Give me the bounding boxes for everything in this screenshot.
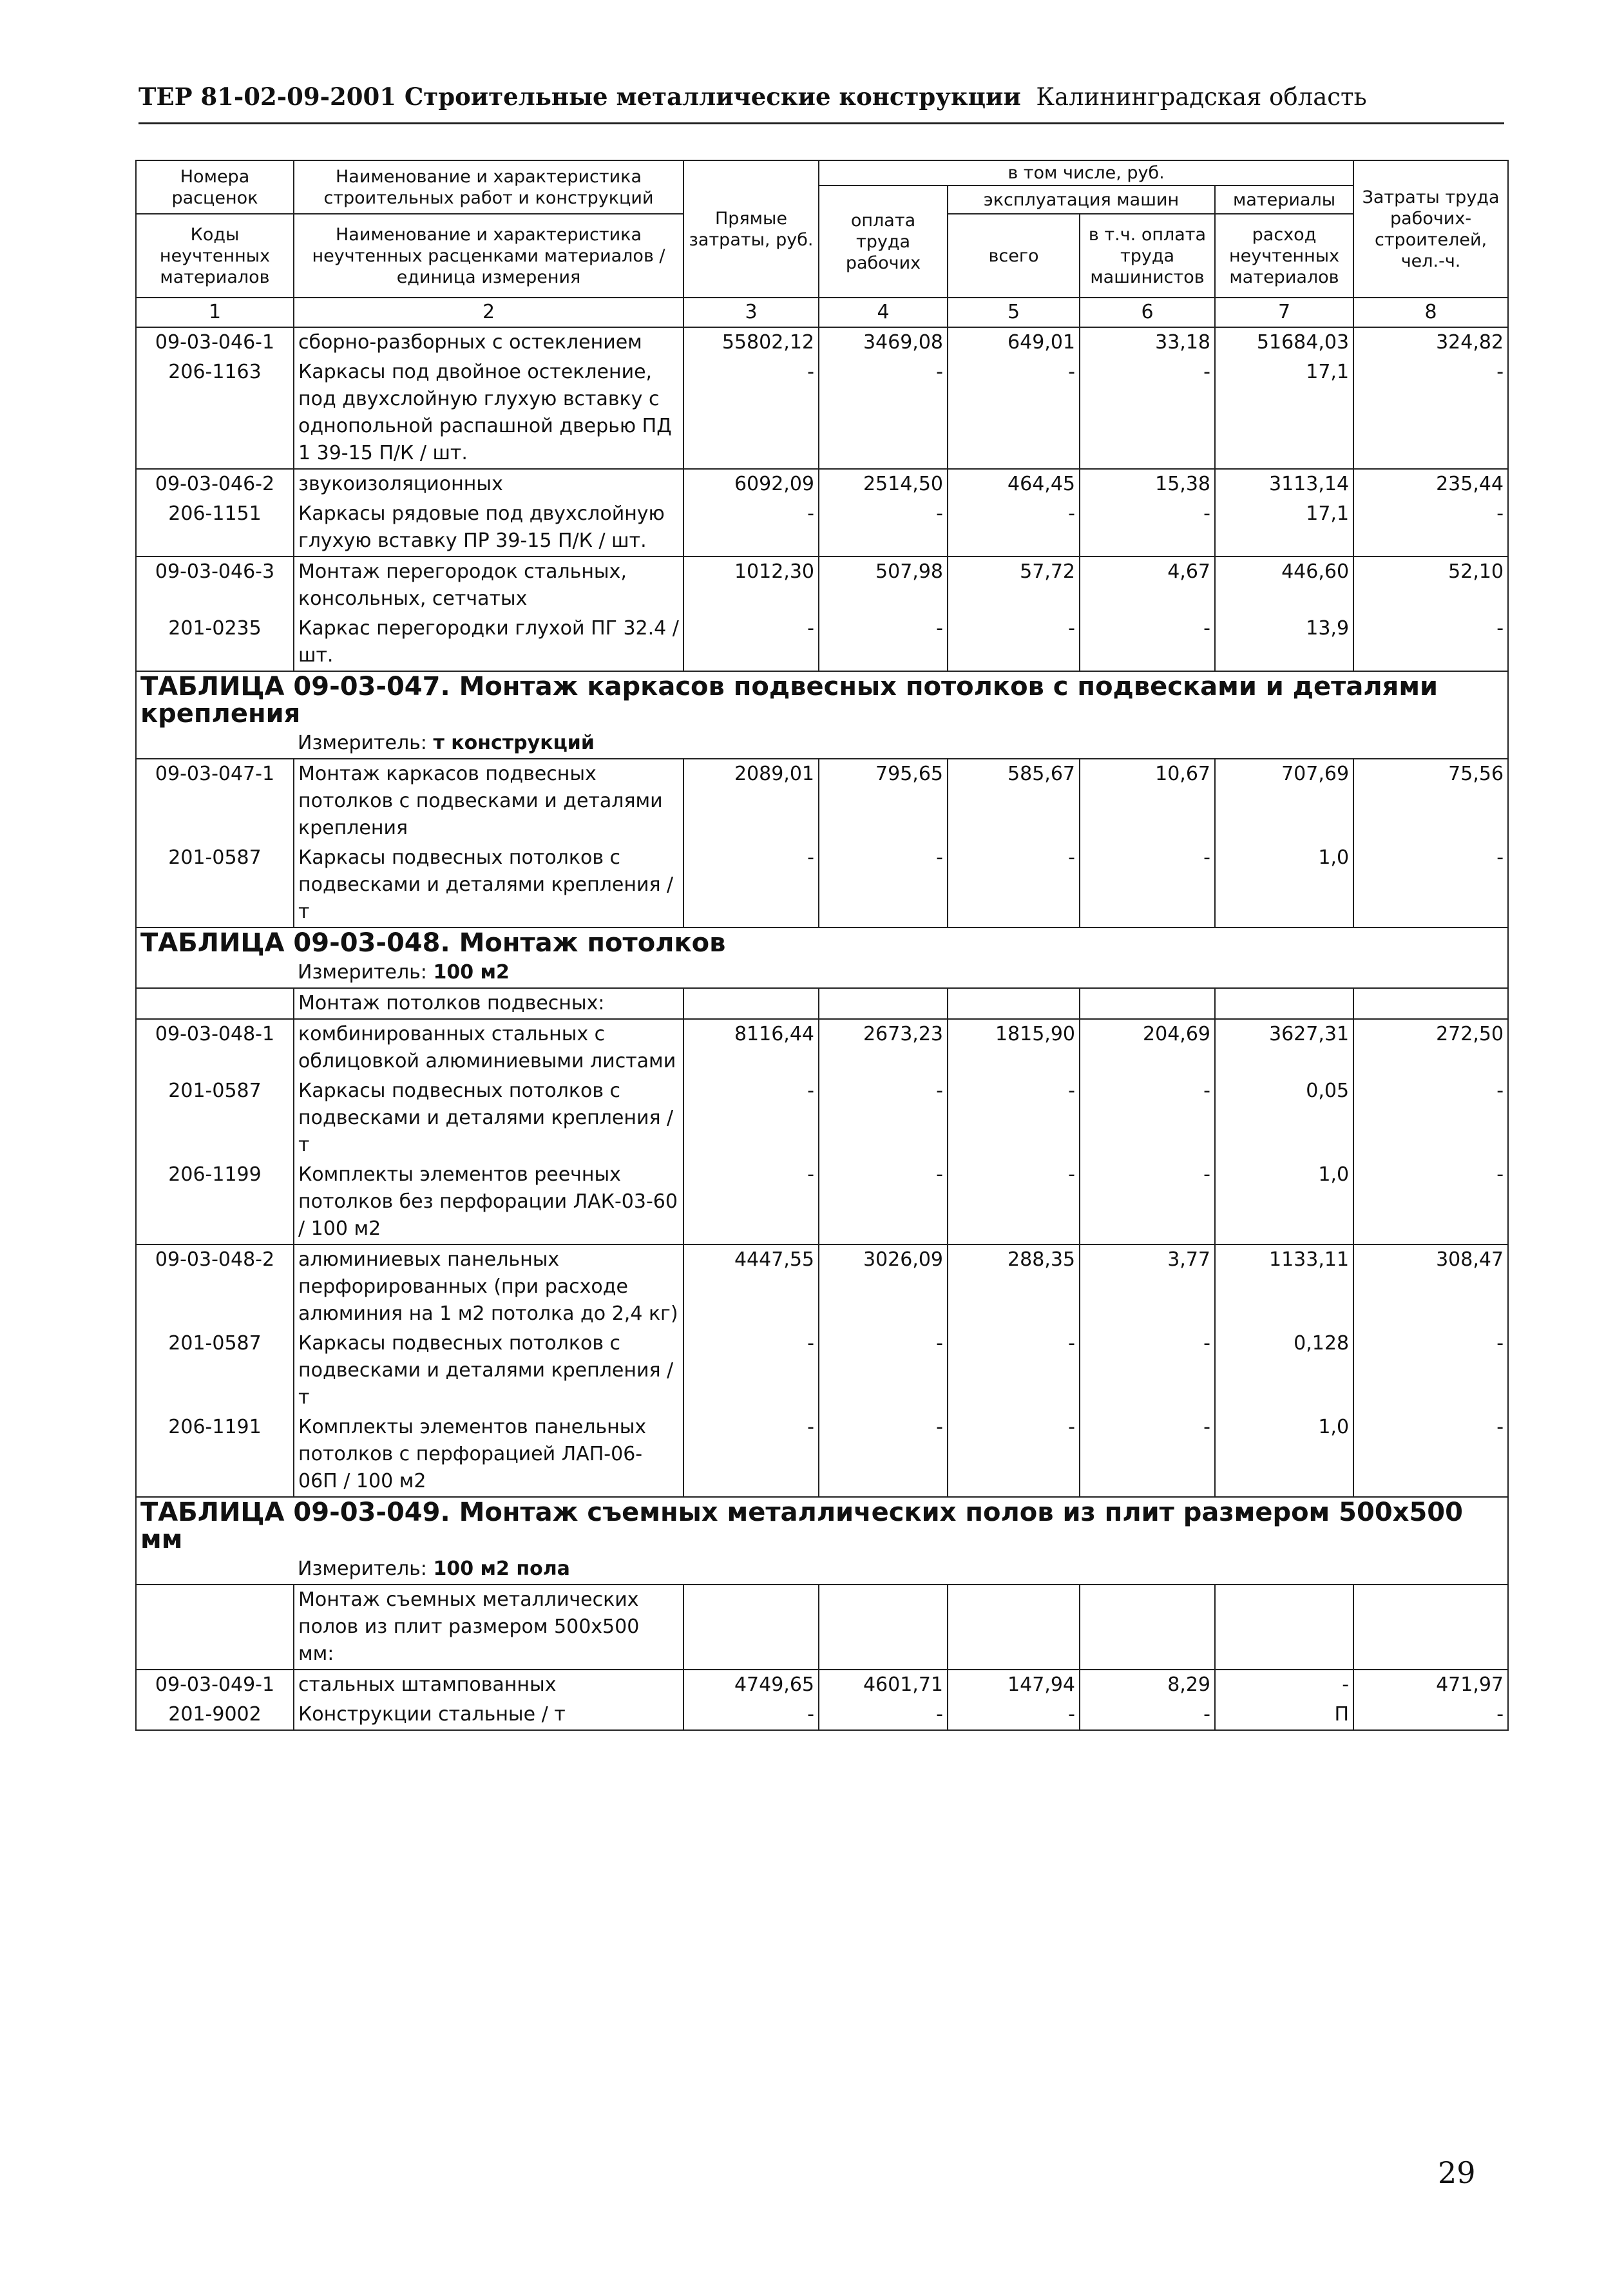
- row-machinists-pay: 8,29: [1080, 1670, 1215, 1700]
- table-row: [136, 1700, 1508, 1730]
- row-direct-costs: 4447,55: [683, 1244, 819, 1329]
- row-machinists-pay: 15,38: [1080, 469, 1215, 499]
- row-labor-pay: -: [819, 614, 948, 671]
- header-machines: эксплуатация машин: [948, 186, 1215, 214]
- row-machinists-pay: -: [1080, 614, 1215, 671]
- header-col1-bottom: Коды неучтенных материалов: [136, 214, 294, 298]
- row-name: Монтаж перегородок стальных, консольных, сетчатых: [294, 557, 683, 614]
- colnum-6: 6: [1080, 298, 1215, 327]
- intro-empty-cell: [948, 988, 1080, 1019]
- table-row: [136, 614, 1508, 671]
- row-code: 09-03-046-1: [136, 327, 294, 357]
- header-materials: материалы: [1215, 186, 1353, 214]
- row-labor-hours: 471,97: [1353, 1670, 1508, 1700]
- row-name: Каркасы подвесных потолков с подвесками и деталями крепления / т: [294, 1329, 683, 1413]
- header-col7: расход неучтенных материалов: [1215, 214, 1353, 298]
- table-row: [136, 759, 1508, 843]
- table-row: [136, 1670, 1508, 1700]
- row-materials: 13,9: [1215, 614, 1353, 671]
- row-materials: -: [1215, 1670, 1353, 1700]
- row-labor-pay: 2673,23: [819, 1019, 948, 1076]
- row-code: 201-9002: [136, 1700, 294, 1730]
- intro-empty-cell: [136, 988, 294, 1019]
- row-labor-pay: -: [819, 1076, 948, 1160]
- section-header: [136, 671, 1508, 729]
- row-labor-hours: 75,56: [1353, 759, 1508, 843]
- table-row: [136, 1244, 1508, 1329]
- colnum-4: 4: [819, 298, 948, 327]
- row-machines-total: 1815,90: [948, 1019, 1080, 1076]
- row-direct-costs: -: [683, 1160, 819, 1244]
- row-machinists-pay: 204,69: [1080, 1019, 1215, 1076]
- row-labor-pay: 4601,71: [819, 1670, 948, 1700]
- page-number: 29: [1438, 2155, 1476, 2190]
- row-labor-hours: 308,47: [1353, 1244, 1508, 1329]
- section-title: ТАБЛИЦА 09-03-048. Монтаж потолков: [136, 928, 1508, 958]
- header-incl: в том числе, руб.: [819, 160, 1353, 186]
- intro-empty-cell: [683, 988, 819, 1019]
- row-code: 09-03-046-2: [136, 469, 294, 499]
- row-name: алюминиевых панельных перфорированных (при расходе алюминия на 1 м2 потолка до 2,4 кг): [294, 1244, 683, 1329]
- colnum-8: 8: [1353, 298, 1508, 327]
- table-row: [136, 499, 1508, 557]
- table-row: [136, 1413, 1508, 1497]
- row-labor-hours: 52,10: [1353, 557, 1508, 614]
- colnum-3: 3: [683, 298, 819, 327]
- row-name: стальных штампованных: [294, 1670, 683, 1700]
- row-materials: 1133,11: [1215, 1244, 1353, 1329]
- row-machinists-pay: 33,18: [1080, 327, 1215, 357]
- row-labor-pay: -: [819, 843, 948, 928]
- header-col4: оплата труда рабочих: [819, 186, 948, 298]
- row-machinists-pay: 3,77: [1080, 1244, 1215, 1329]
- intro-row: [136, 1585, 1508, 1670]
- row-direct-costs: -: [683, 843, 819, 928]
- row-labor-hours: -: [1353, 1413, 1508, 1497]
- row-labor-hours: -: [1353, 843, 1508, 928]
- row-labor-pay: 2514,50: [819, 469, 948, 499]
- row-name: Каркасы рядовые под двухслойную глухую вставку ПР 39-15 П/К / шт.: [294, 499, 683, 557]
- row-machinists-pay: -: [1080, 1076, 1215, 1160]
- row-machinists-pay: -: [1080, 1413, 1215, 1497]
- row-labor-pay: -: [819, 1700, 948, 1730]
- measure-row: [136, 1554, 1508, 1585]
- intro-empty-cell: [1215, 1585, 1353, 1670]
- section-title: ТАБЛИЦА 09-03-047. Монтаж каркасов подвесных потолков с подвесками и деталями крепления: [136, 671, 1508, 729]
- measure-unit: [294, 729, 1508, 759]
- row-machines-total: 57,72: [948, 557, 1080, 614]
- table-row: [136, 469, 1508, 499]
- row-code: 201-0235: [136, 614, 294, 671]
- document-title-main: ТЕР 81-02-09-2001 Строительные металлические конструкции: [139, 82, 1021, 111]
- measure-spacer: [136, 958, 294, 988]
- page-header: [139, 79, 1504, 124]
- header-col1-top: Номера расценок: [136, 160, 294, 214]
- row-materials: 17,1: [1215, 499, 1353, 557]
- row-labor-hours: -: [1353, 1700, 1508, 1730]
- row-direct-costs: 2089,01: [683, 759, 819, 843]
- colnum-7: 7: [1215, 298, 1353, 327]
- measure-spacer: [136, 729, 294, 759]
- colnum-2: 2: [294, 298, 683, 327]
- row-materials: 1,0: [1215, 843, 1353, 928]
- measure-row: [136, 729, 1508, 759]
- row-machines-total: 147,94: [948, 1670, 1080, 1700]
- row-materials: 17,1: [1215, 357, 1353, 469]
- row-materials: 0,05: [1215, 1076, 1353, 1160]
- row-machines-total: -: [948, 499, 1080, 557]
- row-labor-hours: -: [1353, 357, 1508, 469]
- row-name: Каркасы подвесных потолков с подвесками и деталями крепления / т: [294, 843, 683, 928]
- row-labor-hours: 272,50: [1353, 1019, 1508, 1076]
- row-machinists-pay: 4,67: [1080, 557, 1215, 614]
- row-machinists-pay: -: [1080, 843, 1215, 928]
- row-labor-pay: -: [819, 1160, 948, 1244]
- row-direct-costs: 1012,30: [683, 557, 819, 614]
- row-direct-costs: -: [683, 614, 819, 671]
- row-code: 206-1151: [136, 499, 294, 557]
- row-materials: 446,60: [1215, 557, 1353, 614]
- section-header: [136, 928, 1508, 958]
- row-direct-costs: -: [683, 357, 819, 469]
- row-labor-pay: -: [819, 499, 948, 557]
- row-machines-total: 585,67: [948, 759, 1080, 843]
- row-direct-costs: -: [683, 499, 819, 557]
- row-materials: 1,0: [1215, 1160, 1353, 1244]
- row-labor-hours: -: [1353, 1329, 1508, 1413]
- header-col6: в т.ч. оплата труда машинистов: [1080, 214, 1215, 298]
- row-materials: 1,0: [1215, 1413, 1353, 1497]
- measure-spacer: [136, 1554, 294, 1585]
- row-machinists-pay: -: [1080, 357, 1215, 469]
- row-machines-total: -: [948, 1329, 1080, 1413]
- row-machinists-pay: -: [1080, 1700, 1215, 1730]
- row-labor-hours: -: [1353, 1076, 1508, 1160]
- header-col5: всего: [948, 214, 1080, 298]
- row-labor-hours: 324,82: [1353, 327, 1508, 357]
- row-machines-total: -: [948, 614, 1080, 671]
- row-labor-hours: -: [1353, 499, 1508, 557]
- intro-empty-cell: [819, 1585, 948, 1670]
- intro-empty-cell: [136, 1585, 294, 1670]
- intro-empty-cell: [683, 1585, 819, 1670]
- row-code: 206-1199: [136, 1160, 294, 1244]
- row-materials: 3113,14: [1215, 469, 1353, 499]
- header-col3: Прямые затраты, руб.: [683, 160, 819, 298]
- colnum-5: 5: [948, 298, 1080, 327]
- intro-empty-cell: [1080, 1585, 1215, 1670]
- section-header: [136, 1497, 1508, 1554]
- measure-label: Измеритель:: [298, 1558, 427, 1580]
- row-direct-costs: -: [683, 1076, 819, 1160]
- row-code: 09-03-049-1: [136, 1670, 294, 1700]
- row-machines-total: 288,35: [948, 1244, 1080, 1329]
- row-direct-costs: 8116,44: [683, 1019, 819, 1076]
- measure-value: т конструкций: [433, 732, 595, 754]
- measure-unit: [294, 1554, 1508, 1585]
- row-name: Конструкции стальные / т: [294, 1700, 683, 1730]
- row-materials: 3627,31: [1215, 1019, 1353, 1076]
- row-labor-pay: -: [819, 357, 948, 469]
- intro-empty-cell: [1215, 988, 1353, 1019]
- table-row: [136, 327, 1508, 357]
- row-name: Монтаж каркасов подвесных потолков с подвесками и деталями крепления: [294, 759, 683, 843]
- row-code: 201-0587: [136, 843, 294, 928]
- intro-empty-cell: [819, 988, 948, 1019]
- row-labor-pay: 3469,08: [819, 327, 948, 357]
- row-machines-total: 649,01: [948, 327, 1080, 357]
- row-labor-pay: 3026,09: [819, 1244, 948, 1329]
- intro-empty-cell: [948, 1585, 1080, 1670]
- row-machines-total: -: [948, 843, 1080, 928]
- row-name: сборно-разборных с остеклением: [294, 327, 683, 357]
- intro-empty-cell: [1353, 988, 1508, 1019]
- row-materials: 51684,03: [1215, 327, 1353, 357]
- row-direct-costs: 55802,12: [683, 327, 819, 357]
- row-name: комбинированных стальных с облицовкой алюминиевыми листами: [294, 1019, 683, 1076]
- table-row: [136, 843, 1508, 928]
- header-col2-top: Наименование и характеристика строительных работ и конструкций: [294, 160, 683, 214]
- row-machinists-pay: -: [1080, 499, 1215, 557]
- row-machines-total: -: [948, 357, 1080, 469]
- row-direct-costs: 6092,09: [683, 469, 819, 499]
- intro-empty-cell: [1080, 988, 1215, 1019]
- row-name: Каркасы под двойное остекление, под двухслойную глухую вставку с однопольной распашной дверью ПД 1 39-15 П/К / шт.: [294, 357, 683, 469]
- row-name: Каркас перегородки глухой ПГ 32.4 / шт.: [294, 614, 683, 671]
- header-col2-bottom: Наименование и характеристика неучтенных расценками материалов / единица измерения: [294, 214, 683, 298]
- row-materials: П: [1215, 1700, 1353, 1730]
- measure-label: Измеритель:: [298, 961, 427, 984]
- colnum-1: 1: [136, 298, 294, 327]
- section-title: ТАБЛИЦА 09-03-049. Монтаж съемных металлических полов из плит размером 500х500 мм: [136, 1497, 1508, 1554]
- measure-row: [136, 958, 1508, 988]
- row-code: 206-1191: [136, 1413, 294, 1497]
- row-machines-total: -: [948, 1076, 1080, 1160]
- header-col8: Затраты труда рабочих-строителей, чел.-ч.: [1353, 160, 1508, 298]
- measure-value: 100 м2 пола: [433, 1558, 570, 1580]
- document-title: [139, 82, 1367, 111]
- row-code: 09-03-046-3: [136, 557, 294, 614]
- intro-text: Монтаж съемных металлических полов из плит размером 500х500 мм:: [294, 1585, 683, 1670]
- row-name: звукоизоляционных: [294, 469, 683, 499]
- row-machinists-pay: -: [1080, 1160, 1215, 1244]
- row-machinists-pay: 10,67: [1080, 759, 1215, 843]
- row-labor-pay: -: [819, 1329, 948, 1413]
- measure-label: Измеритель:: [298, 732, 427, 754]
- table-row: [136, 1160, 1508, 1244]
- row-materials: 0,128: [1215, 1329, 1353, 1413]
- row-labor-hours: 235,44: [1353, 469, 1508, 499]
- row-materials: 707,69: [1215, 759, 1353, 843]
- intro-empty-cell: [1353, 1585, 1508, 1670]
- row-direct-costs: -: [683, 1329, 819, 1413]
- row-direct-costs: -: [683, 1700, 819, 1730]
- row-name: Комплекты элементов панельных потолков с перфорацией ЛАП-06-06П / 100 м2: [294, 1413, 683, 1497]
- measure-value: 100 м2: [433, 961, 510, 984]
- row-labor-hours: -: [1353, 1160, 1508, 1244]
- row-machinists-pay: -: [1080, 1329, 1215, 1413]
- intro-text: Монтаж потолков подвесных:: [294, 988, 683, 1019]
- intro-row: [136, 988, 1508, 1019]
- row-labor-pay: 795,65: [819, 759, 948, 843]
- table-row: [136, 1329, 1508, 1413]
- row-labor-hours: -: [1353, 614, 1508, 671]
- row-name: Комплекты элементов реечных потолков без перфорации ЛАК-03-60 / 100 м2: [294, 1160, 683, 1244]
- table-row: [136, 1019, 1508, 1076]
- row-machines-total: -: [948, 1413, 1080, 1497]
- row-labor-pay: 507,98: [819, 557, 948, 614]
- row-code: 09-03-047-1: [136, 759, 294, 843]
- table-row: [136, 557, 1508, 614]
- row-machines-total: -: [948, 1700, 1080, 1730]
- row-code: 201-0587: [136, 1076, 294, 1160]
- row-machines-total: -: [948, 1160, 1080, 1244]
- row-code: 201-0587: [136, 1329, 294, 1413]
- row-direct-costs: -: [683, 1413, 819, 1497]
- table-row: [136, 357, 1508, 469]
- measure-unit: [294, 958, 1508, 988]
- row-direct-costs: 4749,65: [683, 1670, 819, 1700]
- row-code: 09-03-048-2: [136, 1244, 294, 1329]
- row-code: 206-1163: [136, 357, 294, 469]
- row-machines-total: 464,45: [948, 469, 1080, 499]
- row-labor-pay: -: [819, 1413, 948, 1497]
- row-name: Каркасы подвесных потолков с подвесками и деталями крепления / т: [294, 1076, 683, 1160]
- document-title-region: Калининградская область: [1036, 83, 1367, 111]
- row-code: 09-03-048-1: [136, 1019, 294, 1076]
- price-table: [135, 160, 1509, 1731]
- table-row: [136, 1076, 1508, 1160]
